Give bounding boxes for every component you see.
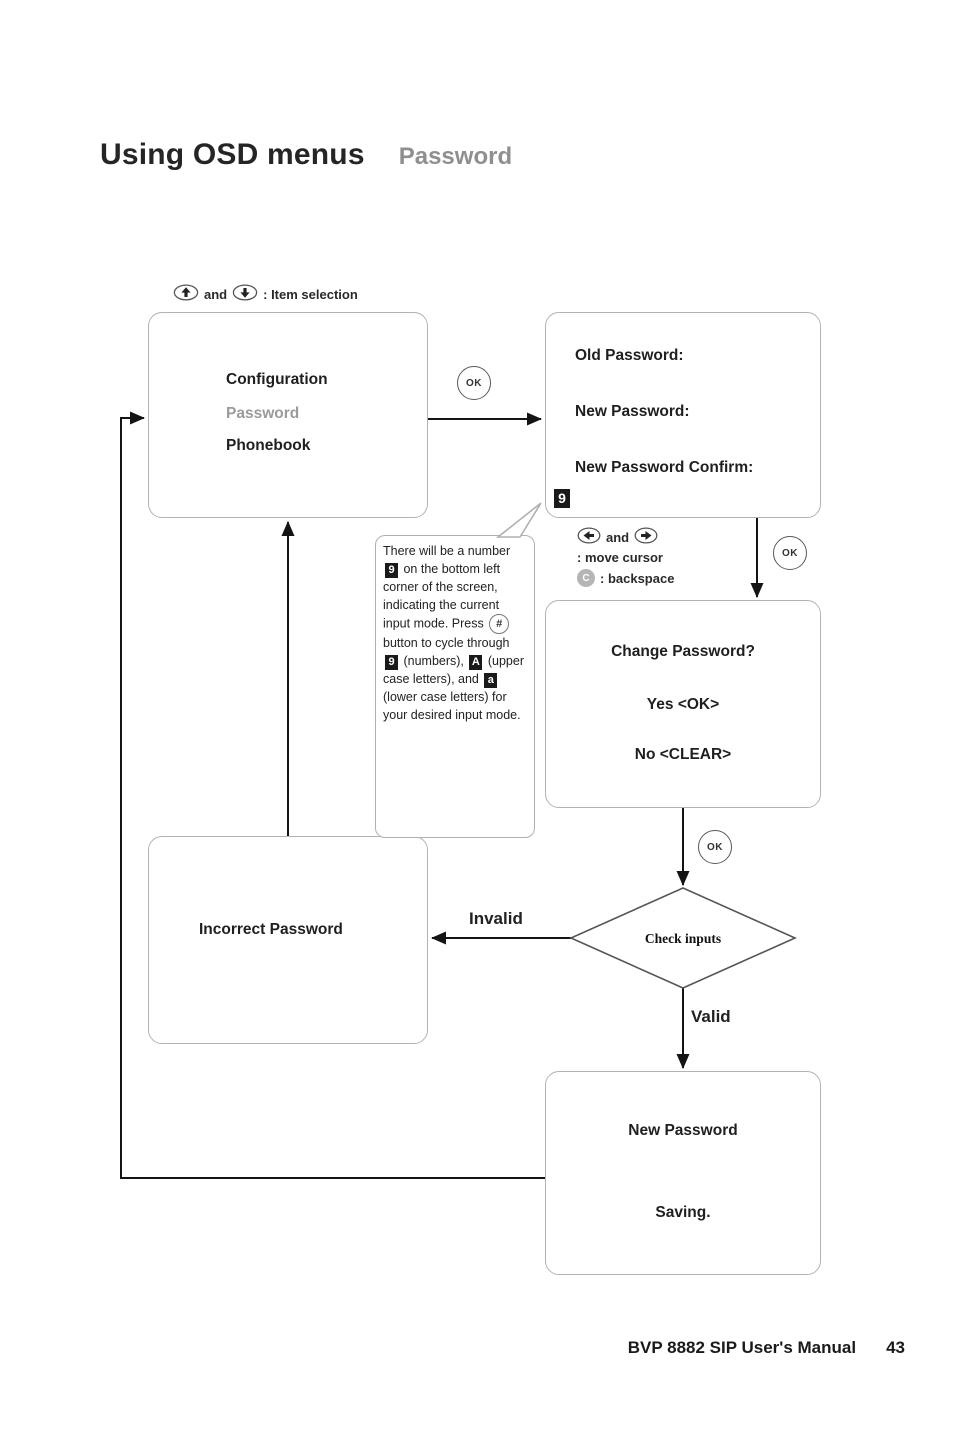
footer-page-number: 43 <box>886 1338 905 1357</box>
legend-move-cursor-text: : move cursor <box>577 550 663 565</box>
hash-key-icon: # <box>489 614 509 634</box>
change-password-question: Change Password? <box>611 643 755 660</box>
decision-label: Check inputs <box>644 931 722 946</box>
incorrect-password-box <box>148 836 428 1044</box>
callout-text-3: button to cycle through <box>383 636 510 650</box>
nine-badge-icon: 9 <box>385 655 398 670</box>
password-form-box <box>545 312 821 518</box>
legend-item-selection <box>173 284 358 307</box>
ok-key-icon: OK <box>773 536 807 570</box>
callout-text-1: There will be a number <box>383 544 511 558</box>
menu-item-phonebook: Phonebook <box>226 437 311 454</box>
saving-box <box>545 1071 821 1275</box>
page-title: Using OSD menus <box>100 138 365 171</box>
left-arrow-key-icon <box>577 527 601 547</box>
valid-label: Valid <box>691 1007 731 1026</box>
ok-key-icon: OK <box>698 830 732 864</box>
footer-manual-title: BVP 8882 SIP User's Manual <box>627 1338 857 1357</box>
callout-text-4: (numbers), <box>400 654 468 668</box>
saving-new-password-label: New Password <box>628 1122 738 1139</box>
callout-text-2: on the bottom left corner of the screen, indicating the current input mode. Press <box>383 562 501 631</box>
uppercase-badge-icon: A <box>469 655 482 670</box>
lowercase-badge-icon: a <box>484 673 497 688</box>
input-mode-9-badge: 9 <box>554 489 570 508</box>
invalid-label: Invalid <box>469 909 523 928</box>
ok-key-icon: OK <box>457 366 491 400</box>
new-password-confirm-label: New Password Confirm: <box>575 459 754 476</box>
legend-item-selection-text: : Item selection <box>263 286 358 302</box>
legend-cursor-keys <box>577 527 674 590</box>
page-subtitle: Password <box>398 143 513 170</box>
nine-badge-icon: 9 <box>385 563 398 578</box>
legend-move-cursor-row <box>577 550 674 565</box>
up-arrow-key-icon <box>173 284 199 304</box>
saving-label: Saving. <box>655 1204 711 1221</box>
old-password-label: Old Password: <box>575 347 684 364</box>
change-password-yes: Yes <OK> <box>646 696 720 713</box>
callout-tail <box>486 497 556 542</box>
incorrect-password-label: Incorrect Password <box>199 921 343 938</box>
change-password-no: No <CLEAR> <box>634 746 732 763</box>
menu-box <box>148 312 428 518</box>
down-arrow-key-icon <box>232 284 258 304</box>
change-password-box <box>545 600 821 808</box>
c-key-icon: C <box>577 569 595 587</box>
menu-item-password: Password <box>226 405 300 422</box>
new-password-label: New Password: <box>575 403 690 420</box>
legend-backspace-text: : backspace <box>600 570 675 586</box>
right-arrow-key-icon <box>634 527 658 547</box>
menu-item-configuration: Configuration <box>226 371 328 388</box>
callout-text-5: (upper case letters), and <box>383 654 524 686</box>
legend-keys-and-text: and <box>606 529 630 545</box>
callout-text-6: (lower case letters) for your desired input mode. <box>383 690 521 722</box>
input-mode-callout <box>375 535 535 838</box>
legend-and-text: and <box>204 286 228 302</box>
